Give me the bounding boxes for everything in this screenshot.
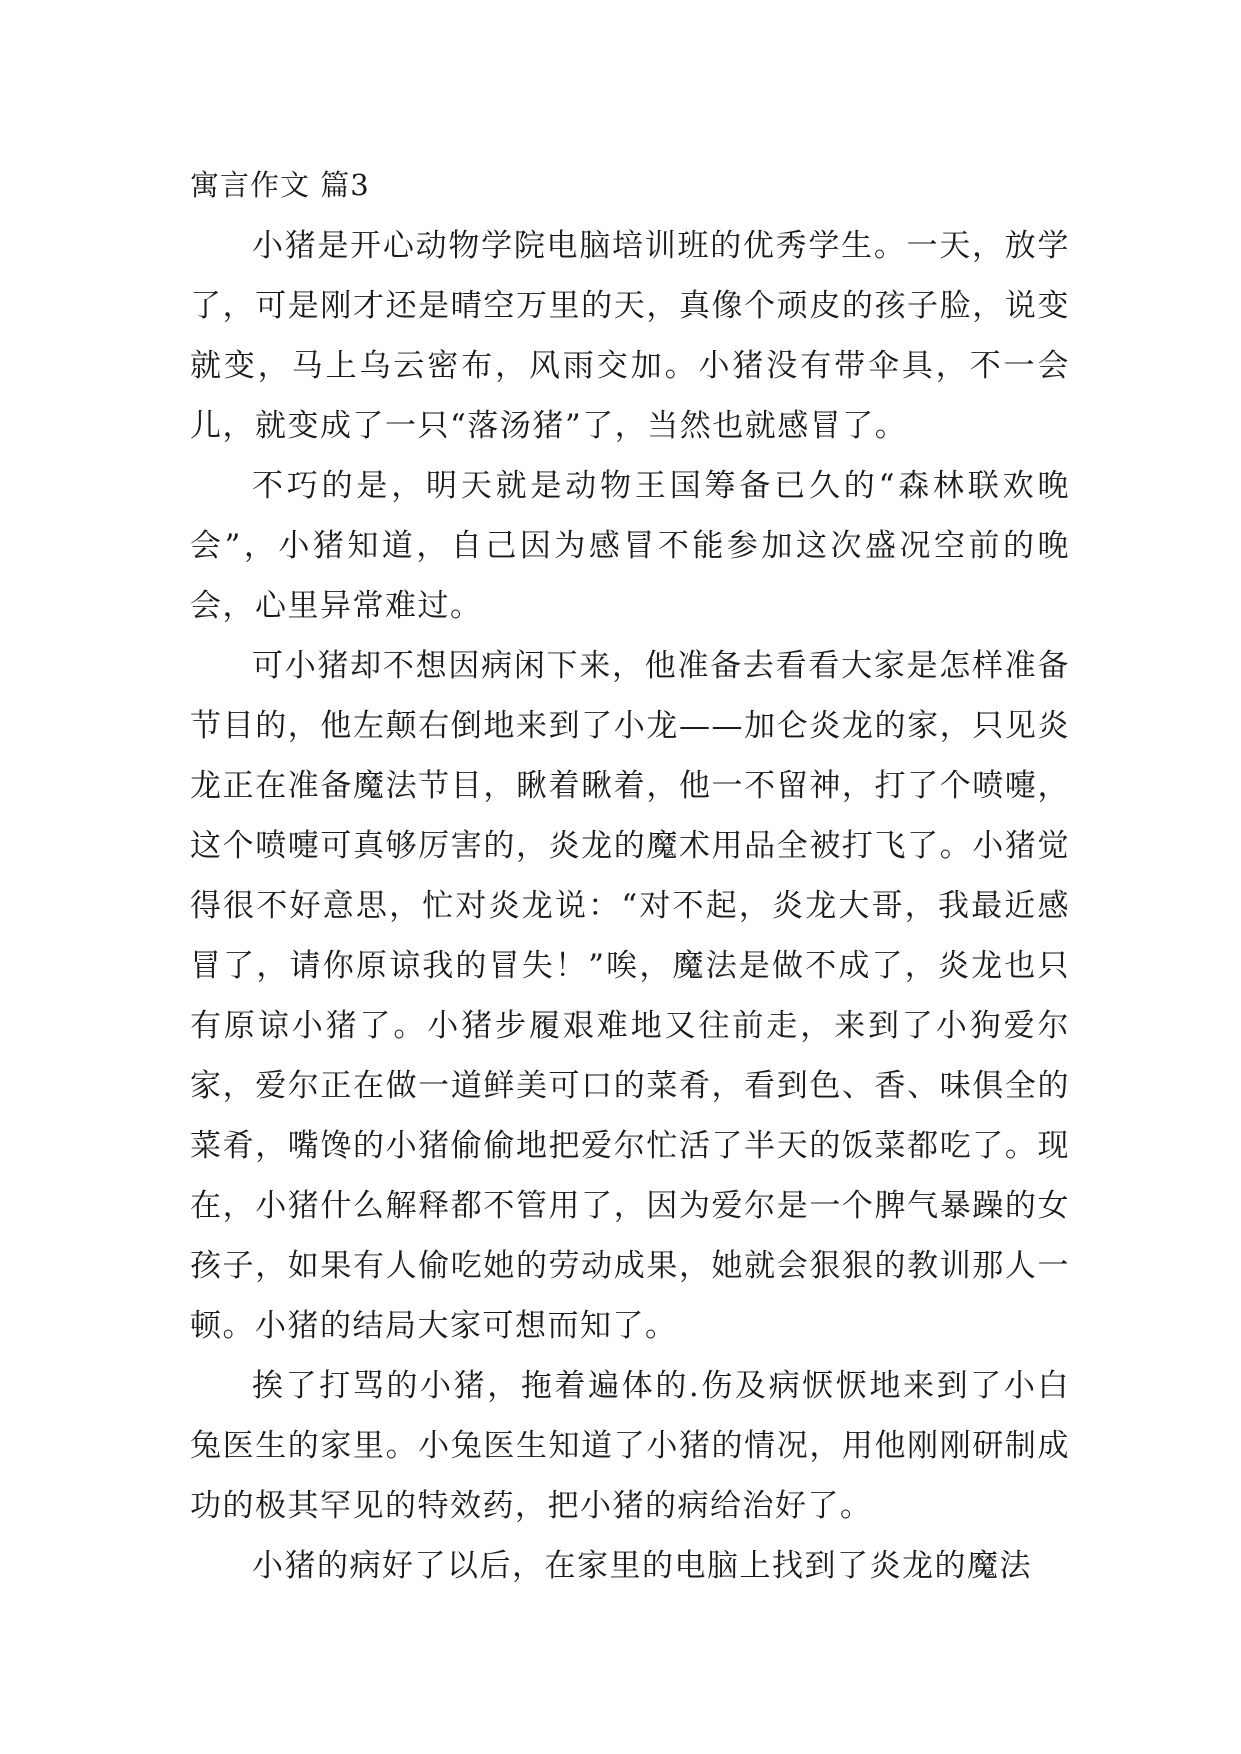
paragraph-5: 小猪的病好了以后，在家里的电脑上找到了炎龙的魔法 bbox=[252, 1548, 1032, 1584]
paragraph-3: 可小猪却不想因病闲下来，他准备去看看大家是怎样准备节目的，他左颠右倒地来到了小龙——加仑炎龙的家，只见炎龙正在准备魔法节目，瞅着瞅着，他一不留神，打了个喷嚏，这个喷嚏可真够厉害的，炎龙的魔术用品全被打飞了。小猪觉得很不好意思，忙对炎龙说：“对不起，炎龙大哥，我最近感冒了，请你原谅我的冒失！”唉，魔法是做不成了，炎龙也只有原谅小猪了。小猪步履艰难地又往前走，来到了小狗爱尔家，爱尔正在做一道鲜美可口的菜肴，看到色、香、味俱全的菜肴，嘴馋的小猪偷偷地把爱尔忙活了半天的饭菜都吃了。现在，小猪什么解释都不管用了，因为爱尔是一个脾气暴躁的女孩子，如果有人偷吃她的劳动成果，她就会狠狠的教训那人一顿。小猪的结局大家可想而知了。 bbox=[190, 648, 1070, 1344]
paragraph-2: 不巧的是，明天就是动物王国筹备已久的“森林联欢晚会”，小猪知道，自己因为感冒不能参加这次盛况空前的晚会，心里异常难过。 bbox=[190, 468, 1070, 624]
document-title: 寓言作文 篇3 bbox=[190, 168, 370, 202]
document-page bbox=[190, 162, 1070, 1596]
paragraph-1: 小猪是开心动物学院电脑培训班的优秀学生。一天，放学了，可是刚才还是晴空万里的天，真像个顽皮的孩子脸，说变就变，马上乌云密布，风雨交加。小猪没有带伞具，不一会儿，就变成了一只“落汤猪”了，当然也就感冒了。 bbox=[190, 228, 1070, 444]
paragraph-4: 挨了打骂的小猪，拖着遍体的.伤及病恹恹地来到了小白兔医生的家里。小兔医生知道了小猪的情况，用他刚刚研制成功的极其罕见的特效药，把小猪的病给治好了。 bbox=[190, 1368, 1070, 1524]
